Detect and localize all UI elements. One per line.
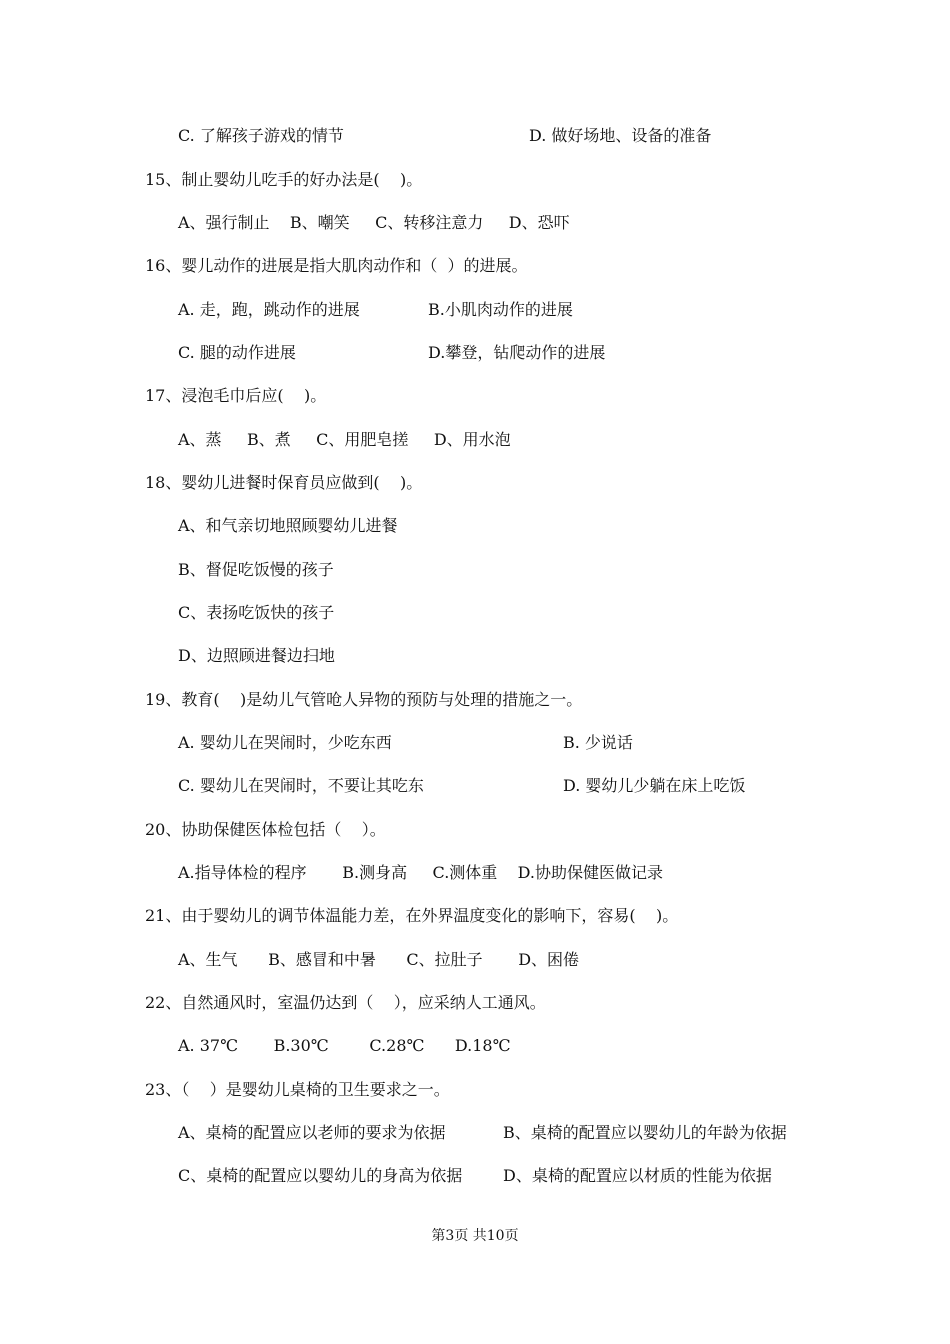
q18-option-d: D、边照顾进餐边扫地 [178, 646, 335, 665]
q23-option-a: A、桌椅的配置应以老师的要求为依据 [178, 1123, 446, 1142]
page-footer: 第3页 共10页 [431, 1228, 519, 1244]
q15-question: 15、制止婴幼儿吃手的好办法是( )。 [145, 170, 423, 189]
q16-option-d: D.攀登，钻爬动作的进展 [428, 343, 606, 362]
q16-question: 16、婴儿动作的进展是指大肌肉动作和（ ）的进展。 [145, 256, 528, 275]
q18-option-a: A、和气亲切地照顾婴幼儿进餐 [178, 516, 398, 535]
q19-option-d: D. 婴幼儿少躺在床上吃饭 [563, 776, 746, 795]
q16-option-b: B.小肌肉动作的进展 [428, 300, 573, 319]
q19-option-b: B. 少说话 [563, 733, 633, 752]
q23-option-c: C、桌椅的配置应以婴幼儿的身高为依据 [178, 1166, 463, 1185]
q17-options: A、蒸 B、煮 C、用肥皂搓 D、用水泡 [178, 430, 511, 449]
q19-option-c: C. 婴幼儿在哭闹时，不要让其吃东 [178, 776, 424, 795]
q21-options: A、生气 B、感冒和中暑 C、拉肚子 D、困倦 [178, 950, 580, 969]
q23-option-d: D、桌椅的配置应以材质的性能为依据 [503, 1166, 772, 1185]
q20-question: 20、协助保健医体检包括（ ）。 [145, 820, 386, 839]
q20-options: A.指导体检的程序 B.测身高 C.测体重 D.协助保健医做记录 [178, 863, 663, 882]
q19-question: 19、教育( )是幼儿气管呛人异物的预防与处理的措施之一。 [145, 690, 583, 709]
q22-options: A. 37℃ B.30℃ C.28℃ D.18℃ [178, 1036, 511, 1055]
q17-question: 17、浸泡毛巾后应( )。 [145, 386, 327, 405]
q14-option-d: D. 做好场地、设备的准备 [529, 126, 712, 145]
q21-question: 21、由于婴幼儿的调节体温能力差，在外界温度变化的影响下，容易( )。 [145, 906, 679, 925]
q16-option-a: A. 走，跑，跳动作的进展 [178, 300, 360, 319]
q18-option-c: C、表扬吃饭快的孩子 [178, 603, 335, 622]
q23-option-b: B、桌椅的配置应以婴幼儿的年龄为依据 [503, 1123, 787, 1142]
q15-options: A、强行制止 B、嘲笑 C、转移注意力 D、恐吓 [178, 213, 570, 232]
q22-question: 22、自然通风时，室温仍达到（ ），应采纳人工通风。 [145, 993, 546, 1012]
q18-option-b: B、督促吃饭慢的孩子 [178, 560, 334, 579]
q23-question: 23、（ ）是婴幼儿桌椅的卫生要求之一。 [145, 1080, 450, 1099]
q19-option-a: A. 婴幼儿在哭闹时，少吃东西 [178, 733, 392, 752]
q16-option-c: C. 腿的动作进展 [178, 343, 296, 362]
q18-question: 18、婴幼儿进餐时保育员应做到( )。 [145, 473, 423, 492]
q14-option-c: C. 了解孩子游戏的情节 [178, 126, 344, 145]
